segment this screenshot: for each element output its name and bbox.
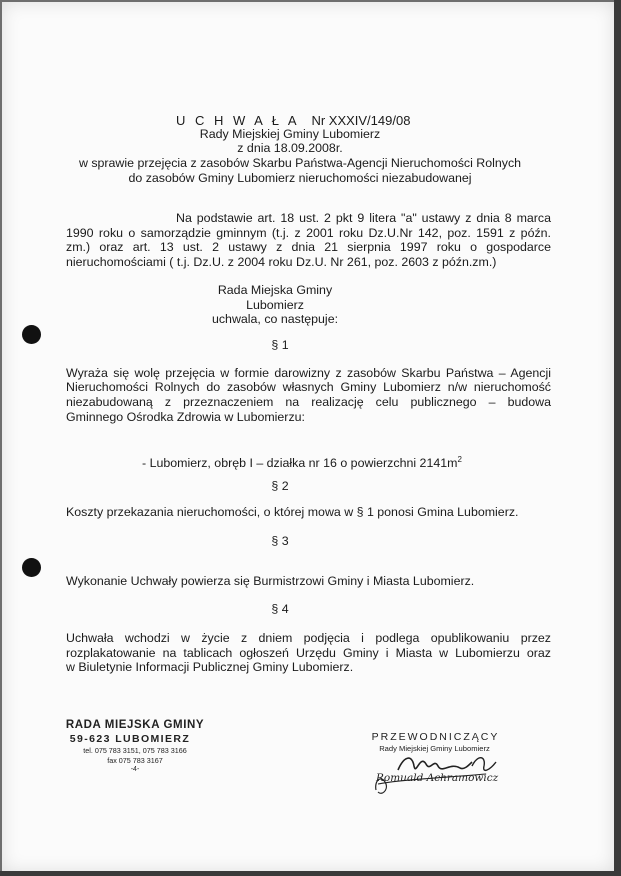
stamp-line-4: fax 075 783 3167 [107,756,163,765]
parcel-line [142,452,462,471]
section-2-heading: § 2 [271,479,289,493]
section-1-line-4: Gminnego Ośrodka Zdrowia w Lubomierzu: [66,410,305,424]
subject-line-1: w sprawie przejęcia z zasobów Skarbu Państwa-Agencji Nieruchomości Rolnych [78,156,522,170]
stamp-line-1: RADA MIEJSKA GMINY [65,719,205,731]
basis-line-3: zm.) oraz art. 13 ust. 2 ustawy z dnia 21 sierpnia 1997 roku o gospodarce [66,240,551,254]
basis-line-4: nieruchomościami ( t.j. Dz.U. z 2004 roku Dz.U. Nr 261, poz. 2603 z późn.zm.) [66,255,497,269]
date-line: z dnia 18.09.2008r. [237,141,343,155]
section-3-heading: § 3 [271,534,289,548]
section-4-line-1: Uchwała wchodzi w życie z dniem podjęcia i podlega opublikowaniu przez [66,631,551,645]
stamp-line-3: tel. 075 783 3151, 075 783 3166 [83,746,187,755]
section-2-text: Koszty przekazania nieruchomości, o której mowa w § 1 ponosi Gmina Lubomierz. [66,505,519,519]
handwritten-signature [368,740,528,800]
issuer-line: Rady Miejskiej Gminy Lubomierz [199,127,381,141]
council-line-1: Rada Miejska Gminy [217,283,333,297]
section-1-line-3: niezabudowaną z przeznaczeniem na realizację celu publicznego – budowa [66,395,551,409]
council-line-3: uchwala, co następuje: [211,312,339,326]
basis-line-1: Na podstawie art. 18 ust. 2 pkt 9 litera "a" ustawy z dnia 8 marca [176,211,551,225]
resolution-title [176,113,410,128]
section-4-line-2: rozplakatowanie na tablicach ogłoszeń Urzędu Gminy i Miasta w Lubomierzu oraz [66,646,551,660]
section-1-line-1: Wyraża się wolę przejęcia w formie darowizny z zasobów Skarbu Państwa – Agencji [66,366,551,380]
subject-line-2: do zasobów Gminy Lubomierz nieruchomości niezabudowanej [128,171,472,185]
scan-edge-right [614,0,621,876]
chairman-council: Rady Miejskiej Gminy Lubomierz [379,744,490,753]
parcel-superscript: 2 [457,455,462,464]
punch-hole-bottom [22,558,41,577]
section-3-text: Wykonanie Uchwały powierza się Burmistrzowi Gminy i Miasta Lubomierz. [66,574,475,588]
chairman-title: PRZEWODNICZĄCY [371,731,500,743]
stamp-line-2: 59-623 LUBOMIERZ [69,733,191,745]
section-1-heading: § 1 [271,338,289,352]
chairman-name: Romuald Achramowicz [376,772,499,784]
section-4-heading: § 4 [271,602,289,616]
basis-line-2: 1990 roku o samorządzie gminnym (t.j. z 2001 roku Dz.U.Nr 142, poz. 1591 z późn. [66,226,551,240]
section-1-line-2: Nieruchomości Rolnych do zasobów własnych Gminy Lubomierz n/w nieruchomość [66,380,551,394]
stamp-line-5: -4- [130,766,140,773]
council-line-2: Lubomierz [246,298,304,312]
section-4-line-3: w Biuletynie Informacji Publicznej Gminy Lubomierz. [66,660,354,674]
parcel-text: - Lubomierz, obręb I – działka nr 16 o powierzchni 2141m [142,456,458,471]
title-word: U C H W A Ł A [176,113,299,128]
scan-edge-bottom [0,871,621,876]
punch-hole-top [22,325,41,344]
title-number: Nr XXXIV/149/08 [311,113,411,128]
